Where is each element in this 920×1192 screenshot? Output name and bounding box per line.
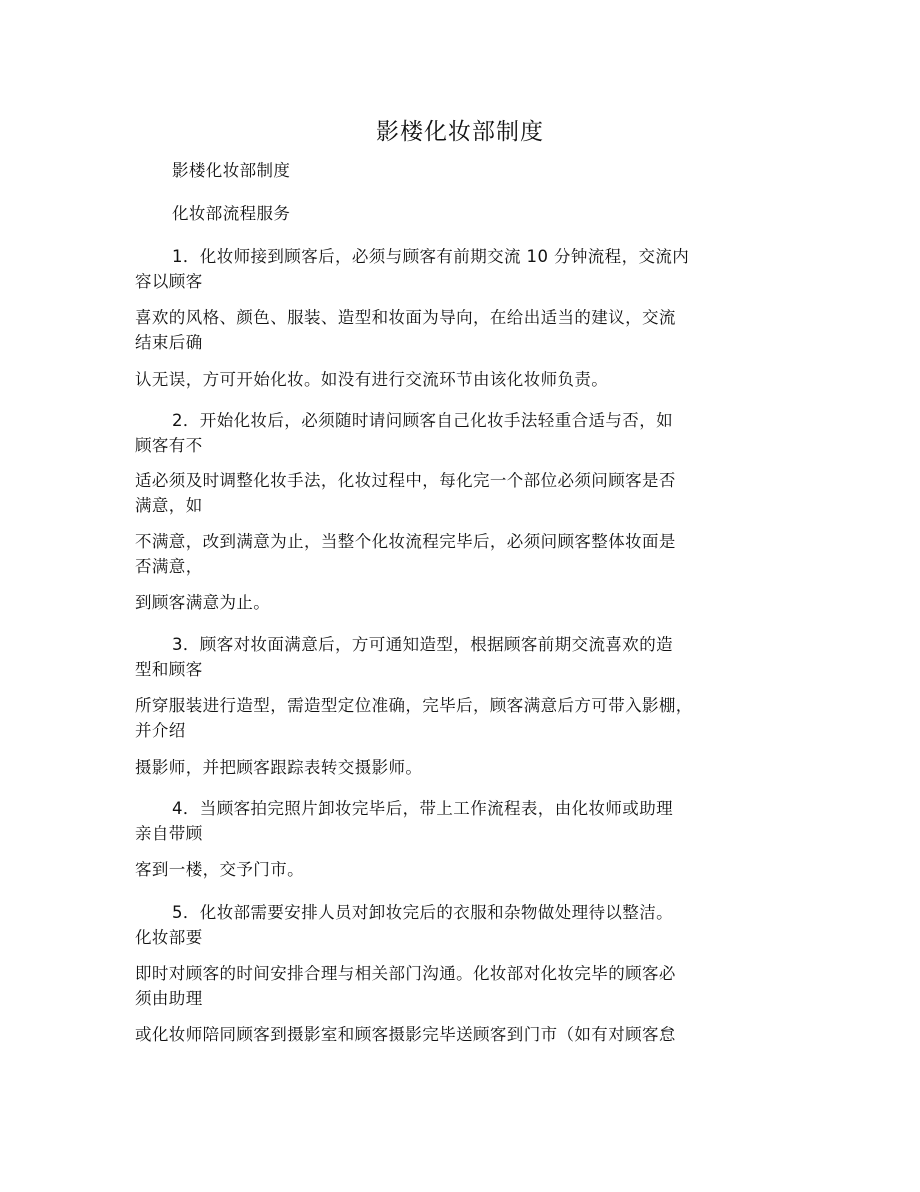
paragraph-line: 所穿服装进行造型，需造型定位准确，完毕后，顾客满意后方可带入影棚，: [135, 696, 693, 715]
paragraph-line: 摄影师，并把顾客跟踪表转交摄影师。: [135, 758, 423, 777]
paragraph-line: 并介绍: [135, 721, 186, 740]
subtitle: 影楼化妆部制度: [172, 161, 291, 180]
paragraph-line: 3．顾客对妆面满意后，方可通知造型，根据顾客前期交流喜欢的造: [172, 635, 673, 654]
paragraph-line: 4．当顾客拍完照片卸妆完毕后，带上工作流程表，由化妆师或助理: [172, 799, 673, 818]
paragraph-line: 5．化妆部需要安排人员对卸妆完后的衣服和杂物做处理待以整洁。: [172, 903, 673, 922]
paragraph-line: 不满意，改到满意为止，当整个化妆流程完毕后，必须问顾客整体妆面是: [135, 532, 676, 551]
section-heading: 化妆部流程服务: [172, 204, 291, 223]
paragraph-line: 亲自带顾: [135, 824, 203, 843]
paragraph-line: 喜欢的风格、颜色、服装、造型和妆面为导向，在给出适当的建议，交流: [135, 308, 676, 327]
paragraph-line: 适必须及时调整化妆手法，化妆过程中，每化完一个部位必须问顾客是否: [135, 471, 676, 490]
paragraph-line: 顾客有不: [135, 436, 203, 455]
paragraph-line: 认无误，方可开始化妆。如没有进行交流环节由该化妆师负责。: [135, 370, 609, 389]
paragraph-line: 化妆部要: [135, 928, 203, 947]
paragraph-line: 须由助理: [135, 989, 203, 1008]
paragraph-line: 满意，如: [135, 496, 203, 515]
paragraph-line: 1．化妆师接到顾客后，必须与顾客有前期交流 10 分钟流程，交流内: [172, 247, 690, 266]
paragraph-line: 容以顾客: [135, 272, 203, 291]
paragraph-line: 结束后确: [135, 333, 203, 352]
paragraph-line: 型和顾客: [135, 660, 203, 679]
document-title: 影楼化妆部制度: [376, 119, 544, 145]
paragraph-line: 到顾客满意为止。: [135, 593, 271, 612]
paragraph-line: 即时对顾客的时间安排合理与相关部门沟通。化妆部对化妆完毕的顾客必: [135, 964, 676, 983]
paragraph-line: 或化妆师陪同顾客到摄影室和顾客摄影完毕送顾客到门市（如有对顾客怠: [135, 1025, 676, 1044]
paragraph-line: 客到一楼，交予门市。: [135, 860, 304, 879]
paragraph-line: 2．开始化妆后，必须随时请问顾客自己化妆手法轻重合适与否，如: [172, 411, 673, 430]
paragraph-line: 否满意，: [135, 557, 203, 576]
